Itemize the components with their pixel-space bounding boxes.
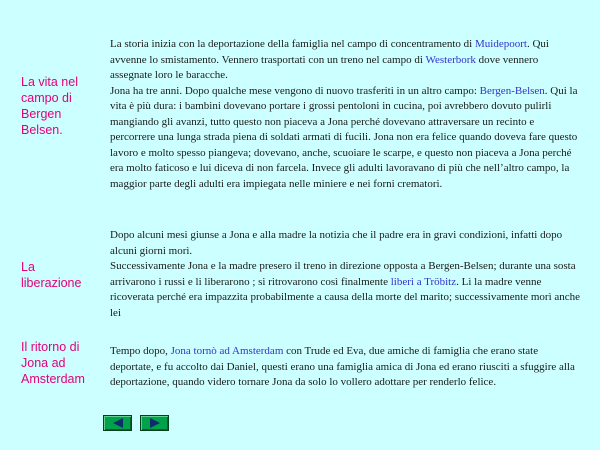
paragraph-liberazione (110, 228, 582, 321)
paragraph-text: con Trude ed Eva, due amiche di famiglia che erano state deportate, e fu accolto dai Daniel, questi erano una famiglia amica di Jona ed erano riusciti a sfuggire alla deportazione, quando videro tornare Jona da solo lo vollero adottare per renderlo felice. (110, 345, 575, 388)
paragraph-text: Dopo alcuni mesi giunse a Jona e alla madre la notizia che il padre era in gravi condizioni, infatti dopo alcuni giorni morì. (110, 229, 563, 257)
link-jona-torno-ad-amsterdam[interactable]: Jona tornò ad Amsterdam (170, 345, 284, 357)
link-westerbork[interactable]: Westerbork (425, 53, 476, 66)
paragraph-text: La storia inizia con la deportazione della famiglia nel campo di concentramento di (110, 38, 475, 50)
paragraph-text: Jona ha tre anni. Dopo qualche mese vengono di nuovo trasferiti in un altro campo: (110, 84, 480, 97)
paragraph-text: . Lì la madre venne ricoverata perché era impazzita probabilmente a causa della morte del marito; successivamente morì anche lei (110, 275, 581, 319)
link-bergen-belsen[interactable]: Bergen-Belsen (479, 84, 545, 97)
triangle-left-icon (111, 418, 125, 428)
paragraph-text: Successivamente Jona e la madre presero il treno in direzione opposta a Bergen-Belsen; durante una sosta arrivarono i russi e li liberarono ; si ritrovarono così finalmente (110, 260, 576, 288)
navigation-bar (103, 415, 169, 431)
link-muidepoort[interactable]: Muidepoort (475, 38, 527, 50)
link-liberi-a-trobitz[interactable]: liberi a Tröbitz (390, 275, 457, 288)
paragraph-bergen-belsen (110, 37, 582, 192)
section-label-ritorno-amsterdam: Il ritorno di Jona ad Amsterdam (21, 340, 85, 386)
paragraph-ritorno-amsterdam (110, 344, 582, 391)
paragraph-text: Tempo dopo, (110, 345, 171, 357)
previous-button[interactable] (103, 415, 132, 431)
paragraph-text: dove vennero assegnate loro le baracche. (110, 53, 539, 81)
paragraph-text: . Qui avvenne lo smistamento. Vennero trasportati con un treno nel campo di (110, 38, 549, 66)
next-button[interactable] (140, 415, 169, 431)
section-label-liberazione: La liberazione (21, 260, 82, 290)
triangle-right-icon (148, 418, 162, 428)
section-label-bergen-belsen: La vita nel campo di Bergen Belsen. (21, 75, 78, 137)
paragraph-text: . Qui la vita è più dura: i bambini dovevano portare i grossi pentoloni in cucina, poi avrebbero dovuto pulirli mangiando gli avanzi, tutto questo non piaceva a Jona perché dovevano attraversare un recinto e percorrere una lunga strada piena di soldati armati di fucili. Jona non era felice quando doveva fare questo lavoro e molto spesso piangeva; dovevano, anche, scuoiare le scarpe, e questo non piaceva a Jona perché era molto faticoso e lui diceva di non farcela. Invece gli adulti lavoravano di più che nell’altro campo, la maggior parte degli adulti era impiegata nelle miniere e nei forni crematori. (110, 84, 578, 190)
